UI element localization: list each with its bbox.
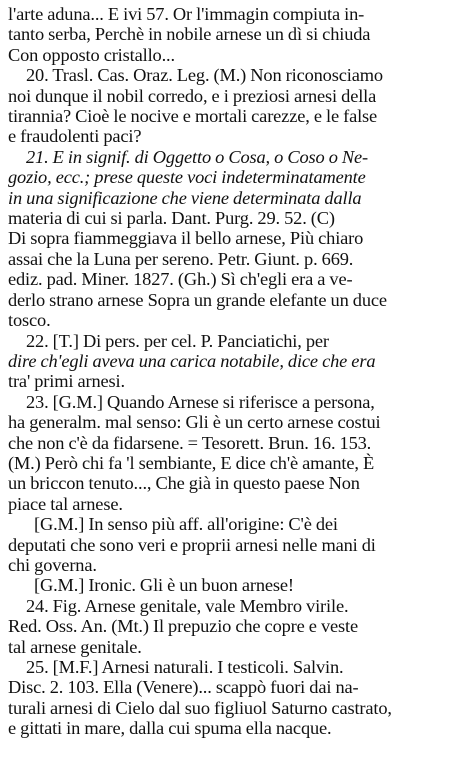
text-line: assai che la Luna per sereno. Petr. Giunt. p. 669. — [8, 248, 354, 269]
text-line: Con opposto cristallo... — [8, 44, 175, 65]
text-line: tanto serba, Perchè in nobile arnese un dì si chiuda — [8, 24, 371, 45]
text-line: tirannia? Cioè le nocive e mortali carezze, e le false — [8, 106, 378, 127]
text-line: l'arte aduna... E ivi 57. Or l'immagin compiuta in- — [8, 4, 365, 24]
text-line: piace tal arnese. — [8, 493, 123, 514]
text-line: e gittati in mare, dalla cui spuma ella nacque. — [8, 718, 332, 739]
text-line: derlo strano arnese Sopra un grande elefante un duce — [8, 289, 387, 310]
entry-21 — [8, 147, 466, 331]
text-line: 25. [M.F.] Arnesi naturali. I testicoli. Salvin. — [26, 657, 344, 677]
text-line: 23. [G.M.] Quando Arnese si riferisce a persona, — [26, 391, 375, 412]
entry-23-sub-ironic — [8, 575, 466, 595]
text-line: tra' primi arnesi. — [8, 371, 125, 392]
entry-continuation — [8, 4, 466, 65]
text-line: un briccon tenuto..., Che già in questo paese Non — [8, 473, 360, 494]
entry-25 — [8, 657, 466, 739]
text-line: tal arnese genitale. — [8, 636, 142, 657]
text-line: in una significazione che viene determinata dalla — [8, 187, 362, 208]
text-line: materia di cui si parla. Dant. Purg. 29. 52. (C) — [8, 208, 335, 229]
text-line: ediz. pad. Miner. 1827. (Gh.) Sì ch'egli era a ve- — [8, 269, 353, 290]
entry-24 — [8, 596, 466, 657]
entry-20 — [8, 65, 466, 147]
text-line: e fraudolenti paci? — [8, 126, 142, 147]
text-line: dire ch'egli aveva una carica notabile, dice che era — [8, 350, 376, 371]
text-line: 20. Trasl. Cas. Oraz. Leg. (M.) Non riconosciamo — [26, 65, 383, 86]
text-line: gozio, ecc.; prese queste voci indeterminatamente — [8, 167, 366, 188]
text-line: chi governa. — [8, 554, 97, 575]
text-line: Disc. 2. 103. Ella (Venere)... scappò fuori dai na- — [8, 677, 359, 698]
text-line: 24. Fig. Arnese genitale, vale Membro virile. — [26, 595, 349, 616]
text-line: (M.) Però chi fa 'l sembiante, E dice ch'è amante, È — [8, 452, 375, 473]
text-line: ha generalm. mal senso: Gli è un certo arnese costui — [8, 412, 381, 433]
text-line: tosco. — [8, 310, 51, 331]
entry-23 — [8, 392, 466, 514]
text-line: che non c'è da fidarsene. = Tesorett. Brun. 16. 153. — [8, 432, 372, 453]
entry-23-sub-origin — [8, 514, 466, 575]
text-line: 22. [T.] Di pers. per cel. P. Panciatichi, per — [26, 330, 329, 351]
text-line: deputati che sono veri e proprii arnesi nelle mani di — [8, 534, 376, 555]
entry-22 — [8, 331, 466, 392]
text-line: [G.M.] In senso più aff. all'origine: C'è dei — [34, 514, 338, 535]
text-line: turali arnesi di Cielo dal suo figliuol Saturno castrato, — [8, 697, 392, 718]
text-line: Red. Oss. An. (Mt.) Il prepuzio che copre e veste — [8, 616, 358, 637]
text-line: Di sopra fiammeggiava il bello arnese, Più chiaro — [8, 228, 364, 249]
text-line: 21. E in signif. di Oggetto o Cosa, o Coso o Ne- — [26, 146, 368, 167]
text-line: noi dunque il nobil corredo, e i preziosi arnesi della — [8, 85, 377, 106]
text-line: [G.M.] Ironic. Gli è un buon arnese! — [34, 575, 294, 596]
